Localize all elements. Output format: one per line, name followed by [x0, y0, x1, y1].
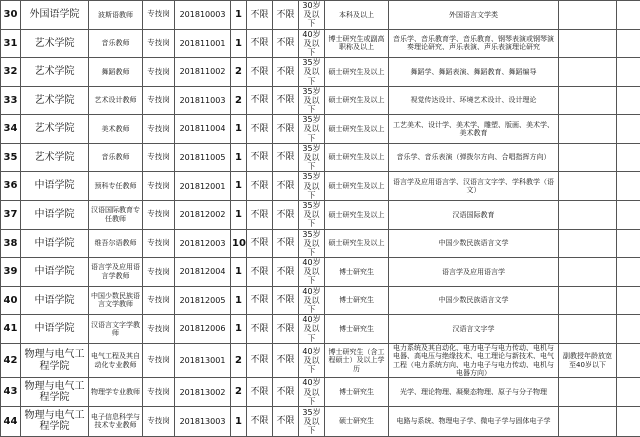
college-cell: 艺术学院 [21, 115, 89, 144]
college-cell: 艺术学院 [21, 86, 89, 115]
headcount-cell: 2 [231, 86, 247, 115]
gender-limit-cell: 不限 [273, 200, 299, 229]
headcount-cell: 1 [231, 1, 247, 30]
category-cell: 专技岗 [143, 1, 175, 30]
extra-cell [617, 29, 640, 58]
note-cell [559, 315, 617, 344]
ethnicity-limit-cell: 不限 [247, 406, 273, 436]
gender-limit-cell: 不限 [273, 406, 299, 436]
major-cell: 视觉传达设计、环境艺术设计、设计理论 [389, 86, 559, 115]
table-row [1, 29, 640, 58]
gender-limit-cell: 不限 [273, 343, 299, 378]
education-cell: 硕士研究生及以上 [325, 115, 389, 144]
note-cell [559, 143, 617, 172]
age-limit-cell: 35岁及以下 [299, 86, 325, 115]
major-cell: 光学、理论物理、凝聚态物理、原子与分子物理 [389, 378, 559, 407]
age-limit-cell: 35岁及以下 [299, 172, 325, 201]
category-cell: 专技岗 [143, 143, 175, 172]
education-cell: 本科及以上 [325, 1, 389, 30]
age-limit-cell: 35岁及以下 [299, 229, 325, 258]
ethnicity-limit-cell: 不限 [247, 258, 273, 287]
major-cell: 音乐学、音乐表演（弹拨尔方向、合唱指挥方向） [389, 143, 559, 172]
ethnicity-limit-cell: 不限 [247, 143, 273, 172]
row-number: 40 [1, 286, 21, 315]
college-cell: 物理与电气工程学院 [21, 343, 89, 378]
extra-cell [617, 343, 640, 378]
major-cell: 工艺美术、设计学、美术学、雕塑、版画、美术学、美术教育 [389, 115, 559, 144]
row-number: 43 [1, 378, 21, 407]
education-cell: 博士研究生 [325, 315, 389, 344]
position-code-cell: 201811002 [175, 58, 231, 87]
note-cell: 副教授年龄放宽至40岁以下 [559, 343, 617, 378]
table-row [1, 378, 640, 407]
extra-cell [617, 172, 640, 201]
major-cell: 汉语国际教育 [389, 200, 559, 229]
major-cell: 中国少数民族语言文学 [389, 229, 559, 258]
age-limit-cell: 40岁及以下 [299, 378, 325, 407]
college-cell: 外国语学院 [21, 1, 89, 30]
category-cell: 专技岗 [143, 200, 175, 229]
table-row [1, 143, 640, 172]
headcount-cell: 1 [231, 143, 247, 172]
table-row [1, 229, 640, 258]
category-cell: 专技岗 [143, 378, 175, 407]
college-cell: 中语学院 [21, 229, 89, 258]
gender-limit-cell: 不限 [273, 29, 299, 58]
note-cell [559, 29, 617, 58]
ethnicity-limit-cell: 不限 [247, 1, 273, 30]
age-limit-cell: 30岁及以下 [299, 1, 325, 30]
row-number: 34 [1, 115, 21, 144]
position-code-cell: 201811004 [175, 115, 231, 144]
note-cell [559, 406, 617, 436]
college-cell: 中语学院 [21, 172, 89, 201]
category-cell: 专技岗 [143, 58, 175, 87]
extra-cell [617, 143, 640, 172]
headcount-cell: 1 [231, 406, 247, 436]
age-limit-cell: 35岁及以下 [299, 143, 325, 172]
position-code-cell: 201812004 [175, 258, 231, 287]
category-cell: 专技岗 [143, 343, 175, 378]
ethnicity-limit-cell: 不限 [247, 172, 273, 201]
age-limit-cell: 35岁及以下 [299, 58, 325, 87]
ethnicity-limit-cell: 不限 [247, 29, 273, 58]
education-cell: 硕士研究生及以上 [325, 86, 389, 115]
note-cell [559, 286, 617, 315]
row-number: 32 [1, 58, 21, 87]
gender-limit-cell: 不限 [273, 1, 299, 30]
position-code-cell: 201813003 [175, 406, 231, 436]
headcount-cell: 1 [231, 115, 247, 144]
gender-limit-cell: 不限 [273, 143, 299, 172]
age-limit-cell: 40岁及以下 [299, 315, 325, 344]
category-cell: 专技岗 [143, 115, 175, 144]
position-code-cell: 201811003 [175, 86, 231, 115]
college-cell: 艺术学院 [21, 143, 89, 172]
table-row [1, 315, 640, 344]
headcount-cell: 10 [231, 229, 247, 258]
note-cell [559, 172, 617, 201]
table-row [1, 286, 640, 315]
ethnicity-limit-cell: 不限 [247, 315, 273, 344]
college-cell: 中语学院 [21, 200, 89, 229]
category-cell: 专技岗 [143, 258, 175, 287]
row-number: 35 [1, 143, 21, 172]
position-cell: 电子信息科学与技术专业教师 [89, 406, 143, 436]
education-cell: 硕士研究生及以上 [325, 172, 389, 201]
college-cell: 艺术学院 [21, 58, 89, 87]
gender-limit-cell: 不限 [273, 172, 299, 201]
category-cell: 专技岗 [143, 29, 175, 58]
ethnicity-limit-cell: 不限 [247, 378, 273, 407]
extra-cell [617, 315, 640, 344]
age-limit-cell: 35岁及以下 [299, 115, 325, 144]
row-number: 37 [1, 200, 21, 229]
table-row [1, 406, 640, 436]
position-cell: 汉语国际教育专任教师 [89, 200, 143, 229]
headcount-cell: 2 [231, 378, 247, 407]
college-cell: 物理与电气工程学院 [21, 406, 89, 436]
note-cell [559, 229, 617, 258]
table-body [1, 1, 640, 437]
position-code-cell: 201811005 [175, 143, 231, 172]
note-cell [559, 200, 617, 229]
row-number: 36 [1, 172, 21, 201]
position-cell: 波斯语教师 [89, 1, 143, 30]
education-cell: 硕士研究生及以上 [325, 58, 389, 87]
college-cell: 中语学院 [21, 286, 89, 315]
headcount-cell: 1 [231, 258, 247, 287]
extra-cell [617, 406, 640, 436]
note-cell [559, 86, 617, 115]
position-cell: 艺术设计教师 [89, 86, 143, 115]
note-cell [559, 58, 617, 87]
headcount-cell: 1 [231, 29, 247, 58]
position-code-cell: 201812003 [175, 229, 231, 258]
ethnicity-limit-cell: 不限 [247, 286, 273, 315]
table-row [1, 258, 640, 287]
education-cell: 硕士研究生及以上 [325, 143, 389, 172]
gender-limit-cell: 不限 [273, 286, 299, 315]
position-cell: 预科专任教师 [89, 172, 143, 201]
college-cell: 中语学院 [21, 315, 89, 344]
position-code-cell: 201813002 [175, 378, 231, 407]
major-cell: 汉语言文字学 [389, 315, 559, 344]
row-number: 38 [1, 229, 21, 258]
position-cell: 音乐教师 [89, 143, 143, 172]
ethnicity-limit-cell: 不限 [247, 200, 273, 229]
position-code-cell: 201810003 [175, 1, 231, 30]
headcount-cell: 2 [231, 58, 247, 87]
position-cell: 中国少数民族语言文学教师 [89, 286, 143, 315]
table-row [1, 172, 640, 201]
major-cell: 语言学及应用语言学 [389, 258, 559, 287]
extra-cell [617, 115, 640, 144]
age-limit-cell: 40岁及以下 [299, 258, 325, 287]
row-number: 42 [1, 343, 21, 378]
extra-cell [617, 86, 640, 115]
extra-cell [617, 229, 640, 258]
note-cell [559, 378, 617, 407]
age-limit-cell: 35岁及以下 [299, 406, 325, 436]
category-cell: 专技岗 [143, 315, 175, 344]
position-cell: 美术教师 [89, 115, 143, 144]
major-cell: 电路与系统、物理电子学、微电子学与固体电子学 [389, 406, 559, 436]
ethnicity-limit-cell: 不限 [247, 229, 273, 258]
gender-limit-cell: 不限 [273, 315, 299, 344]
headcount-cell: 1 [231, 172, 247, 201]
position-cell: 音乐教师 [89, 29, 143, 58]
table-row [1, 200, 640, 229]
extra-cell [617, 1, 640, 30]
education-cell: 博士研究生 [325, 258, 389, 287]
row-number: 44 [1, 406, 21, 436]
education-cell: 硕士研究生 [325, 406, 389, 436]
major-cell: 语言学及应用语言学、汉语言文字学、学科教学（语文） [389, 172, 559, 201]
college-cell: 物理与电气工程学院 [21, 378, 89, 407]
age-limit-cell: 40岁及以下 [299, 343, 325, 378]
education-cell: 博士研究生 [325, 378, 389, 407]
category-cell: 专技岗 [143, 286, 175, 315]
category-cell: 专技岗 [143, 229, 175, 258]
extra-cell [617, 58, 640, 87]
ethnicity-limit-cell: 不限 [247, 86, 273, 115]
education-cell: 硕士研究生及以上 [325, 200, 389, 229]
note-cell [559, 1, 617, 30]
table-row [1, 115, 640, 144]
extra-cell [617, 378, 640, 407]
age-limit-cell: 35岁及以下 [299, 200, 325, 229]
ethnicity-limit-cell: 不限 [247, 115, 273, 144]
headcount-cell: 1 [231, 286, 247, 315]
table-row [1, 1, 640, 30]
position-code-cell: 201812006 [175, 315, 231, 344]
position-cell: 维吾尔语教师 [89, 229, 143, 258]
age-limit-cell: 40岁及以下 [299, 29, 325, 58]
category-cell: 专技岗 [143, 406, 175, 436]
row-number: 31 [1, 29, 21, 58]
table-row [1, 86, 640, 115]
category-cell: 专技岗 [143, 86, 175, 115]
major-cell: 舞蹈学、舞蹈表演、舞蹈教育、舞蹈编导 [389, 58, 559, 87]
gender-limit-cell: 不限 [273, 86, 299, 115]
position-cell: 物理学专业教师 [89, 378, 143, 407]
college-cell: 中语学院 [21, 258, 89, 287]
ethnicity-limit-cell: 不限 [247, 58, 273, 87]
major-cell: 电力系统及其自动化、电力电子与电力传动、电机与电器、高电压与绝缘技术、电工理论与新技术、电气工程（电力系统方向、电力电子与电力传动、电机与电器方向） [389, 343, 559, 378]
row-number: 33 [1, 86, 21, 115]
extra-cell [617, 258, 640, 287]
education-cell: 硕士研究生及以上 [325, 229, 389, 258]
education-cell: 博士研究生或副高职称及以上 [325, 29, 389, 58]
note-cell [559, 258, 617, 287]
position-code-cell: 201813001 [175, 343, 231, 378]
position-cell: 语言学及应用语言学教师 [89, 258, 143, 287]
row-number: 39 [1, 258, 21, 287]
position-code-cell: 201811001 [175, 29, 231, 58]
extra-cell [617, 286, 640, 315]
gender-limit-cell: 不限 [273, 258, 299, 287]
headcount-cell: 1 [231, 200, 247, 229]
row-number: 41 [1, 315, 21, 344]
table-row [1, 58, 640, 87]
gender-limit-cell: 不限 [273, 58, 299, 87]
gender-limit-cell: 不限 [273, 229, 299, 258]
college-cell: 艺术学院 [21, 29, 89, 58]
major-cell: 中国少数民族语言文学 [389, 286, 559, 315]
gender-limit-cell: 不限 [273, 115, 299, 144]
education-cell: 博士研究生 [325, 286, 389, 315]
position-code-cell: 201812005 [175, 286, 231, 315]
position-cell: 电气工程及其自动化专业教师 [89, 343, 143, 378]
position-code-cell: 201812002 [175, 200, 231, 229]
extra-cell [617, 200, 640, 229]
row-number: 30 [1, 1, 21, 30]
headcount-cell: 1 [231, 315, 247, 344]
table-row [1, 343, 640, 378]
category-cell: 专技岗 [143, 172, 175, 201]
headcount-cell: 2 [231, 343, 247, 378]
major-cell: 外国语言文学类 [389, 1, 559, 30]
position-cell: 汉语言文字学教师 [89, 315, 143, 344]
age-limit-cell: 40岁及以下 [299, 286, 325, 315]
gender-limit-cell: 不限 [273, 378, 299, 407]
note-cell [559, 115, 617, 144]
education-cell: 博士研究生（含工程硕士）及以上学历 [325, 343, 389, 378]
position-cell: 舞蹈教师 [89, 58, 143, 87]
position-code-cell: 201812001 [175, 172, 231, 201]
major-cell: 音乐学、音乐教育学、音乐教育、钢琴表演或钢琴演奏理论研究、声乐表演、声乐表演理论研究 [389, 29, 559, 58]
ethnicity-limit-cell: 不限 [247, 343, 273, 378]
